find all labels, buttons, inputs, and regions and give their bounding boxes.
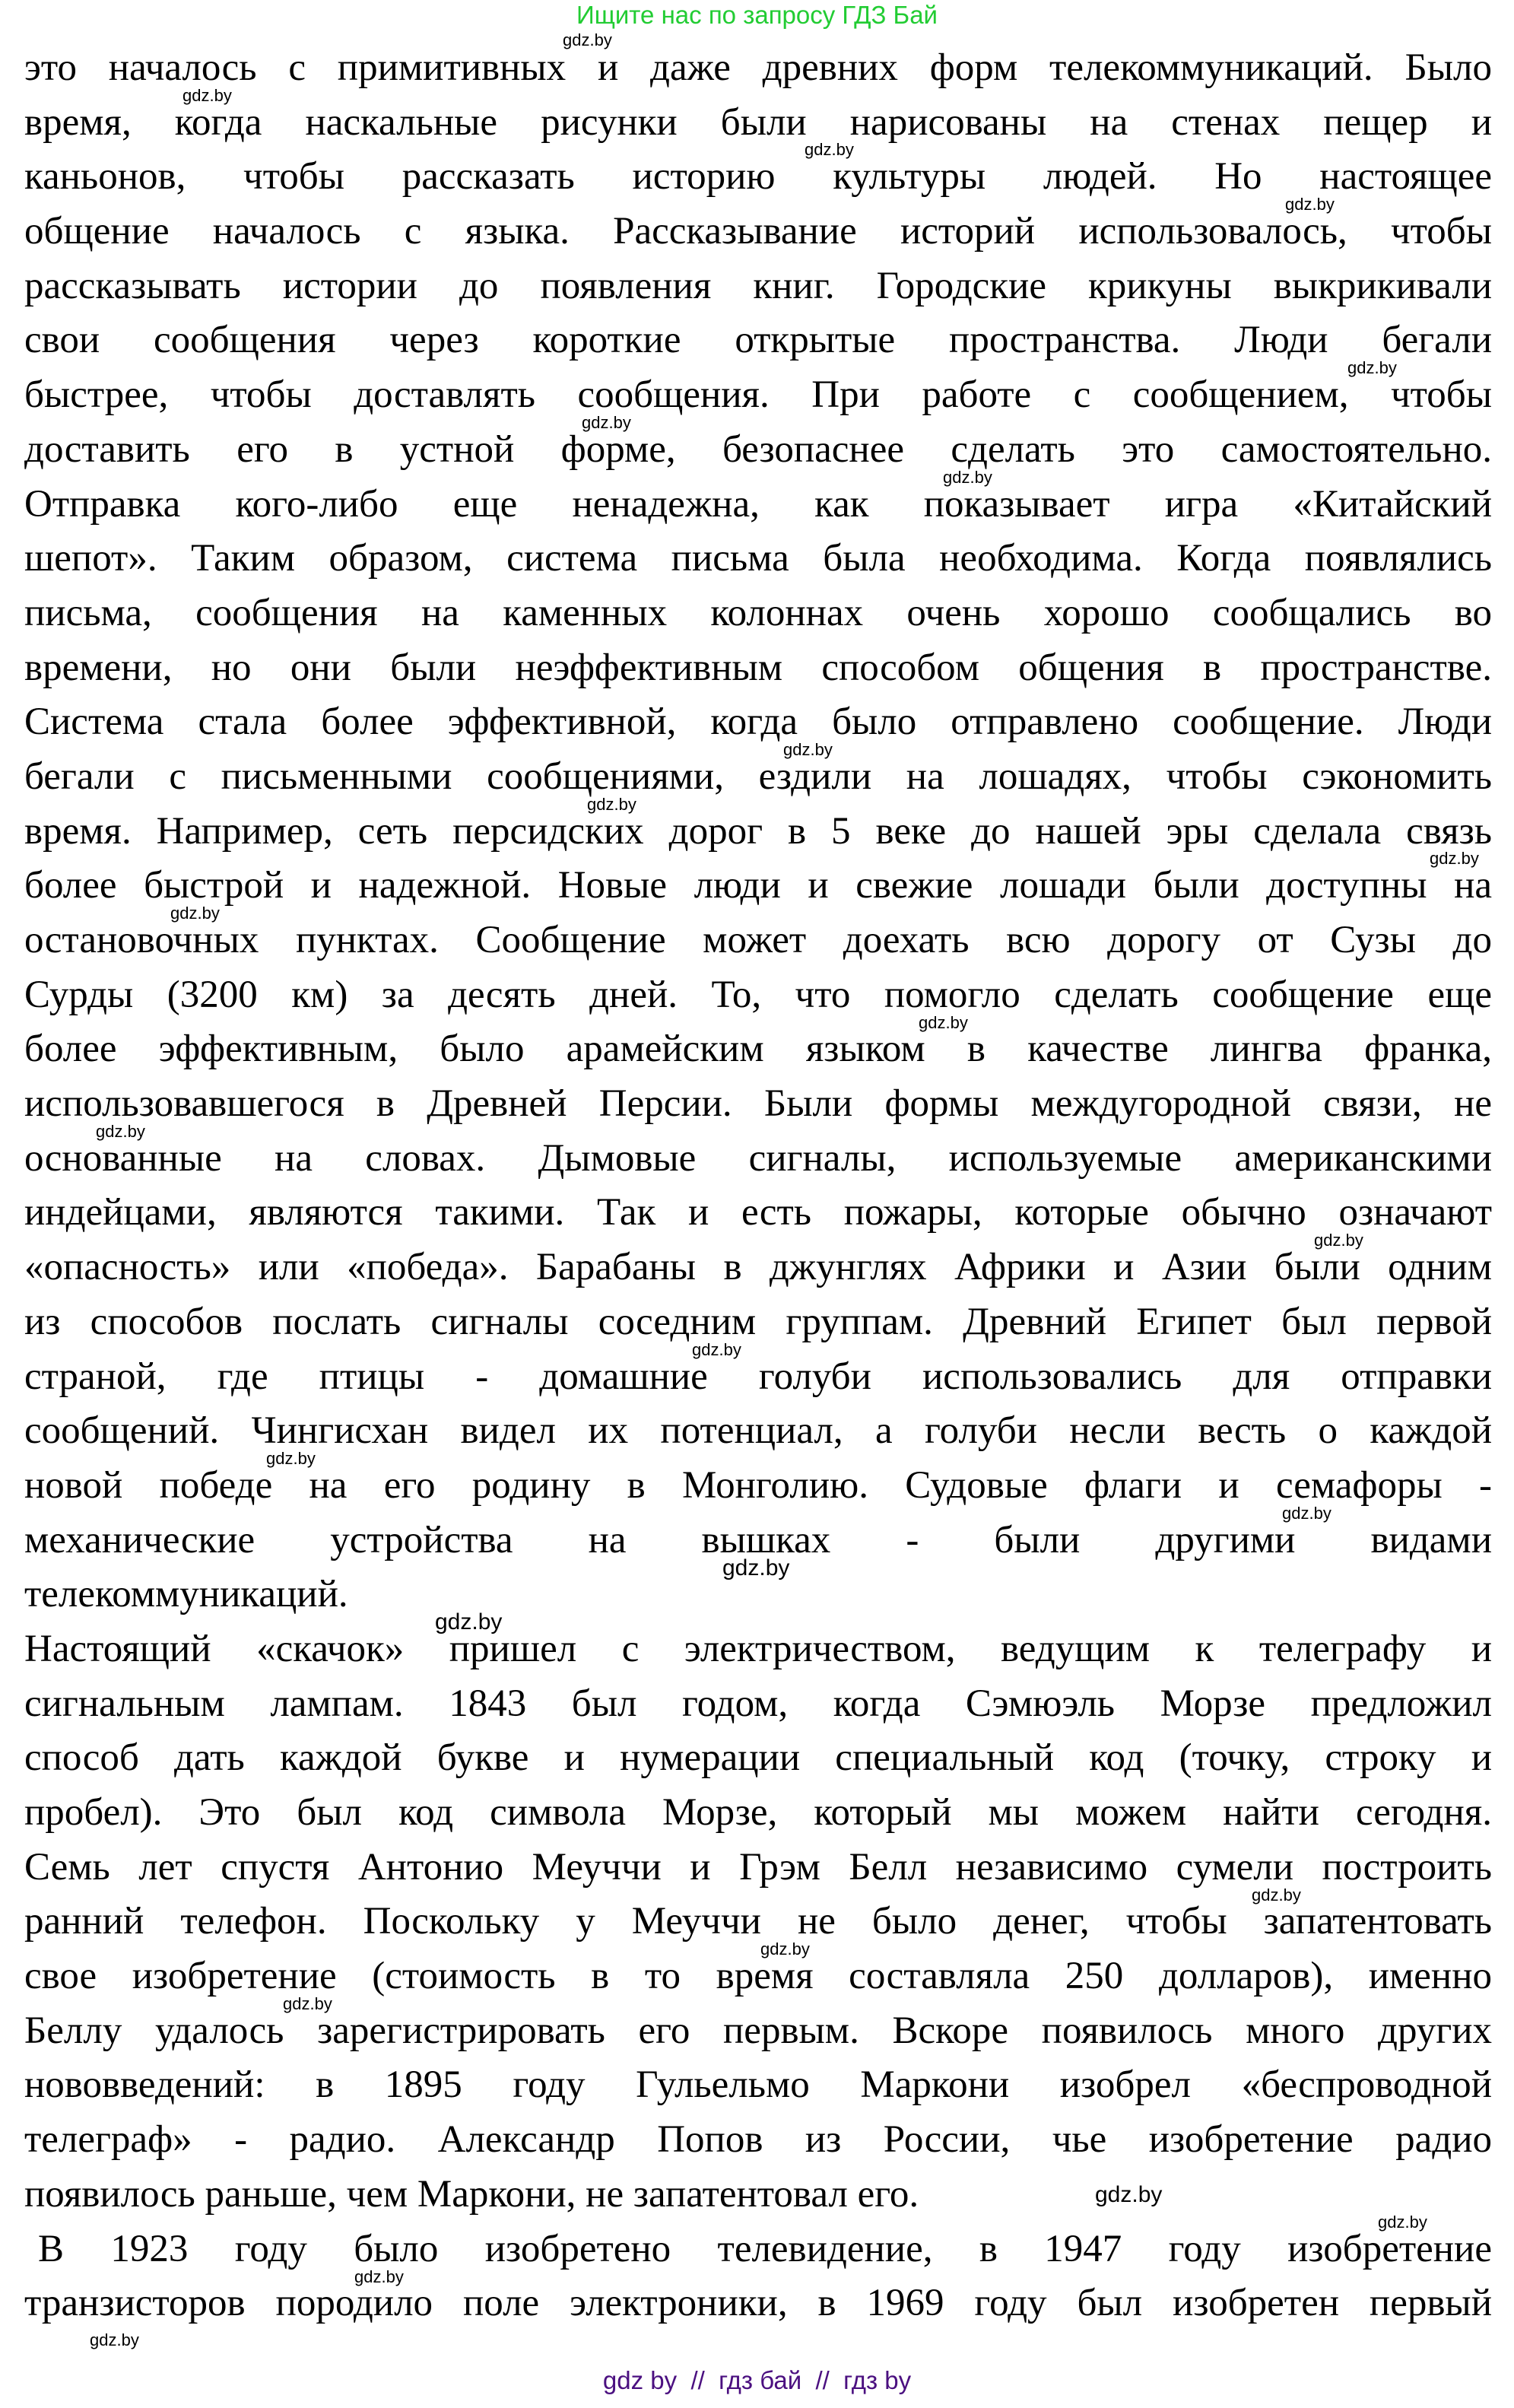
text-line: нововведений: в 1895 году Гульельмо Маркони изобрел «беспроводной — [24, 2063, 1492, 2107]
text-line: бегали с письменными сообщениями, ездили на лошадях, чтобы сэкономить — [24, 754, 1492, 798]
promo-header: Ищите нас по запросу ГДЗ Бай — [576, 1, 938, 29]
watermark: gdz.by — [170, 904, 220, 923]
text-line: времени, но они были неэффективным способом общения в пространстве. — [24, 646, 1492, 689]
text-line: время, когда наскальные рисунки были нарисованы на стенах пещер и — [24, 100, 1492, 144]
text-line: способ дать каждой букве и нумерации специальный код (точку, строку и — [24, 1736, 1492, 1780]
watermark: gdz.by — [582, 413, 631, 432]
text-line: Настоящий «скачок» пришел с электричеством, ведущим к телеграфу и — [24, 1627, 1492, 1670]
watermark: gdz.by — [1252, 1885, 1301, 1904]
watermark: gdz.by — [722, 1555, 790, 1580]
text-line: сообщений. Чингисхан видел их потенциал, а голуби несли весть о каждой — [24, 1409, 1492, 1453]
text-line: Беллу удалось зарегистрировать его первым. Вскоре появилось много других — [24, 2009, 1492, 2052]
watermark: gdz.by — [183, 86, 232, 105]
text-line: «опасность» или «победа». Барабаны в джунглях Африки и Азии были одним — [24, 1246, 1492, 1289]
document-body — [24, 41, 1492, 2331]
text-line: шепот». Таким образом, система письма была необходима. Когда появлялись — [24, 537, 1492, 580]
text-line: из способов послать сигналы соседним группам. Древний Египет был первой — [24, 1300, 1492, 1343]
watermark: gdz.by — [919, 1013, 968, 1032]
text-line: ранний телефон. Поскольку у Меуччи не было денег, чтобы запатентовать — [24, 1900, 1492, 1943]
text-line: Система стала более эффективной, когда было отправлено сообщение. Люди — [24, 700, 1492, 744]
watermark: gdz.by — [943, 468, 992, 487]
watermark: gdz.by — [692, 1340, 741, 1359]
text-line: сигнальным лампам. 1843 был годом, когда Сэмюэль Морзе предложил — [24, 1682, 1492, 1725]
text-line: доставить его в устной форме, безопаснее сделать это самостоятельно. — [24, 427, 1492, 471]
text-line: индейцами, являются такими. Так и есть пожары, которые обычно означают — [24, 1191, 1492, 1234]
text-line: общение началось с языка. Рассказывание историй использовалось, чтобы — [24, 210, 1492, 253]
watermark: gdz.by — [266, 1449, 316, 1468]
text-line: новой победе на его родину в Монголию. Судовые флаги и семафоры - — [24, 1463, 1492, 1507]
watermark: gdz.by — [354, 2267, 404, 2286]
text-line: основанные на словах. Дымовые сигналы, используемые американскими — [24, 1136, 1492, 1180]
watermark: gdz.by — [805, 140, 854, 159]
text-line: более эффективным, было арамейским языком в качестве лингва франка, — [24, 1028, 1492, 1071]
text-line: телекоммуникаций. — [24, 1573, 348, 1616]
watermark: gdz.by — [1347, 358, 1397, 377]
text-line: это началось с примитивных и даже древних форм телекоммуникаций. Было — [24, 46, 1492, 89]
text-line: каньонов, чтобы рассказать историю культуры людей. Но настоящее — [24, 155, 1492, 199]
text-line: свои сообщения через короткие открытые пространства. Люди бегали — [24, 319, 1492, 362]
text-line: Отправка кого-либо еще ненадежна, как показывает игра «Китайский — [24, 482, 1492, 526]
watermark: gdz.by — [760, 1939, 810, 1958]
text-line: письма, сообщения на каменных колоннах очень хорошо сообщались во — [24, 591, 1492, 634]
watermark: gdz.by — [563, 30, 612, 49]
watermark: gdz.by — [435, 1609, 503, 1634]
text-line: Сурды (3200 км) за десять дней. То, что помогло сделать сообщение еще — [24, 973, 1492, 1016]
text-line: пробел). Это был код символа Морзе, который мы можем найти сегодня. — [24, 1791, 1492, 1834]
watermark: gdz.by — [90, 2330, 139, 2349]
text-line: транзисторов породило поле электроники, в 1969 году был изобретен первый — [24, 2282, 1492, 2325]
text-line: свое изобретение (стоимость в то время составляла 250 долларов), именно — [24, 1955, 1492, 1998]
watermark: gdz.by — [783, 740, 833, 759]
watermark: gdz.by — [1378, 2213, 1427, 2232]
text-line: остановочных пунктах. Сообщение может доехать всю дорогу от Сузы до — [24, 919, 1492, 961]
watermark: gdz.by — [1095, 2182, 1163, 2207]
text-line: страной, где птицы - домашние голуби использовались для отправки — [24, 1355, 1492, 1398]
footer-links: gdz by // гдз бай // гдз by — [602, 2366, 912, 2394]
watermark: gdz.by — [1285, 195, 1335, 214]
text-line: В 1923 году было изобретено телевидение, в 1947 году изобретение — [38, 2227, 1492, 2270]
watermark: gdz.by — [283, 1994, 332, 2013]
text-line: время. Например, сеть персидских дорог в 5 веке до нашей эры сделала связь — [24, 809, 1492, 853]
text-line: появилось раньше, чем Маркони, не запатентовал его. — [24, 2172, 919, 2216]
text-line: Семь лет спустя Антонио Меуччи и Грэм Белл независимо сумели построить — [24, 1845, 1492, 1889]
text-line: телеграф» - радио. Александр Попов из России, чье изобретение радио — [24, 2118, 1492, 2162]
text-line: использовавшегося в Древней Персии. Были формы междугородной связи, не — [24, 1082, 1492, 1126]
watermark: gdz.by — [1282, 1504, 1331, 1523]
text-line: быстрее, чтобы доставлять сообщения. При работе с сообщением, чтобы — [24, 373, 1492, 417]
text-line: механические устройства на вышках - были другими видами — [24, 1518, 1492, 1561]
watermark: gdz.by — [1430, 849, 1479, 868]
watermark: gdz.by — [587, 795, 636, 814]
text-line: более быстрой и надежной. Новые люди и свежие лошади были доступны на — [24, 864, 1492, 907]
watermark: gdz.by — [96, 1122, 145, 1141]
text-line: рассказывать истории до появления книг. Городские крикуны выкрикивали — [24, 264, 1492, 307]
watermark: gdz.by — [1314, 1231, 1363, 1250]
